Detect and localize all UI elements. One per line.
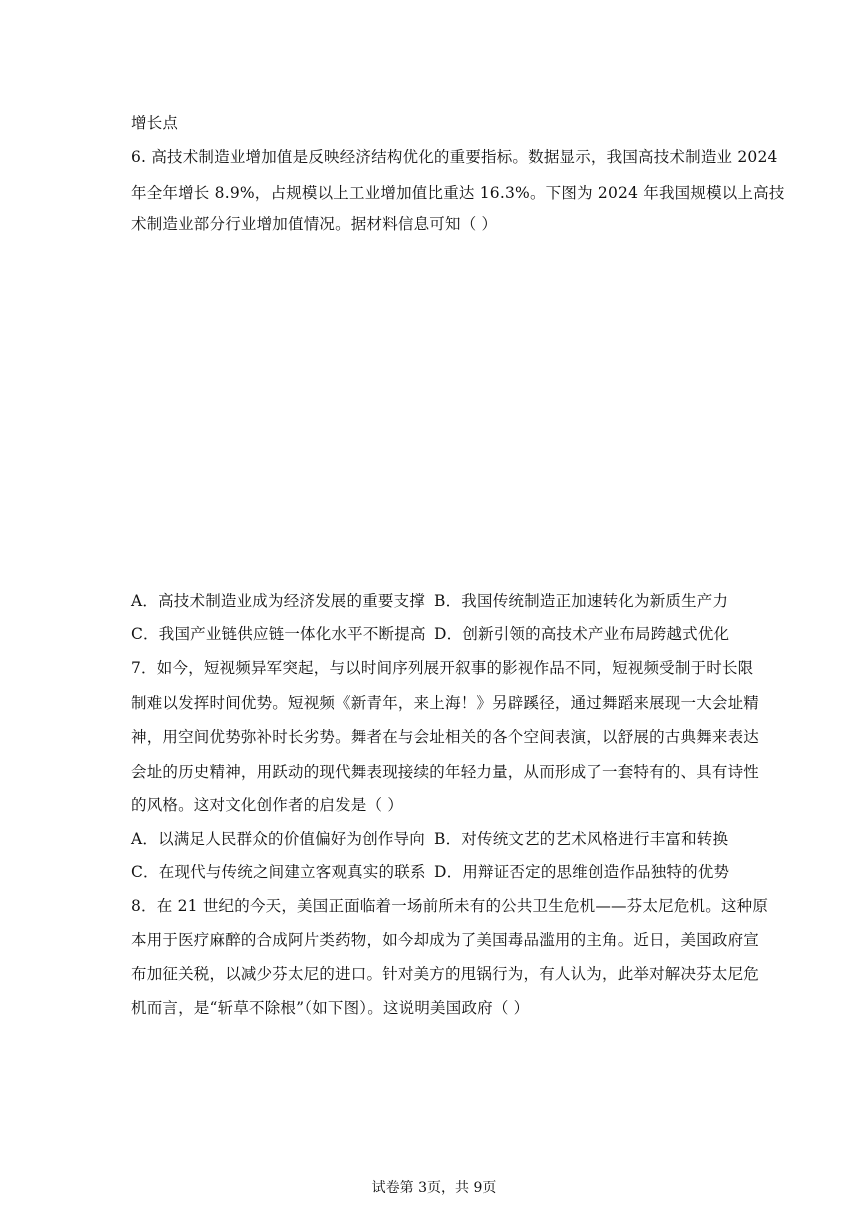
page-footer: 试卷第 3页，共 9页 xyxy=(371,1180,497,1196)
q6-option-c[interactable]: C．我国产业链供应链一体化水平不断提高 xyxy=(131,625,426,643)
q7-line-2: 制难以发挥时间优势。短视频《新青年，来上海！》另辟蹊径，通过舞蹈来展现一大会址精 xyxy=(131,694,760,712)
q8-line-2: 本用于医疗麻醉的合成阿片类药物，如今却成为了美国毒品滥用的主角。近日，美国政府宣 xyxy=(131,931,760,949)
q6-line-3: 术制造业部分行业增加值情况。据材料信息可知（ ） xyxy=(131,215,498,233)
q7-option-b[interactable]: B．对传统文艺的艺术风格进行丰富和转换 xyxy=(434,830,729,848)
q6-line-2: 年全年增长 8.9%，占规模以上工业增加值比重达 16.3%。下图为 2024 年我国规模以上高技 xyxy=(131,184,785,202)
q8-line-4: 机而言，是“斩草不除根”（如下图）。这说明美国政府（ ） xyxy=(131,999,530,1017)
q7-option-d[interactable]: D．用辩证否定的思维创造作品独特的优势 xyxy=(434,863,730,881)
q6-line-1: 6. 高技术制造业增加值是反映经济结构优化的重要指标。数据显示，我国高技术制造业 2024 xyxy=(131,148,778,166)
q6-figure-area xyxy=(131,245,731,580)
q6-option-b[interactable]: B．我国传统制造正加速转化为新质生产力 xyxy=(434,592,729,610)
q7-option-a[interactable]: A．以满足人民群众的价值偏好为创作导向 xyxy=(131,830,425,848)
q6-option-a[interactable]: A．高技术制造业成为经济发展的重要支撑 xyxy=(131,592,425,610)
q7-line-1: 7．如今，短视频异军突起，与以时间序列展开叙事的影视作品不同，短视频受制于时长限 xyxy=(131,659,754,677)
q7-line-4: 会址的历史精神，用跃动的现代舞表现接续的年轻力量，从而形成了一套特有的、具有诗性 xyxy=(131,763,760,781)
q8-figure-area xyxy=(131,1030,731,1160)
q8-line-3: 布加征关税，以减少芬太尼的进口。针对美方的甩锅行为，有人认为，此举对解决芬太尼危 xyxy=(131,965,760,983)
q7-option-c[interactable]: C．在现代与传统之间建立客观真实的联系 xyxy=(131,863,426,881)
q7-line-3: 神，用空间优势弥补时长劣势。舞者在与会址相关的各个空间表演，以舒展的古典舞来表达 xyxy=(131,728,760,746)
top-fragment: 增长点 xyxy=(131,114,179,132)
q8-line-1: 8．在 21 世纪的今天，美国正面临着一场前所未有的公共卫生危机——芬太尼危机。这种原 xyxy=(131,897,769,915)
q7-line-5: 的风格。这对文化创作者的启发是（ ） xyxy=(131,796,404,814)
q6-option-d[interactable]: D．创新引领的高技术产业布局跨越式优化 xyxy=(434,625,730,643)
